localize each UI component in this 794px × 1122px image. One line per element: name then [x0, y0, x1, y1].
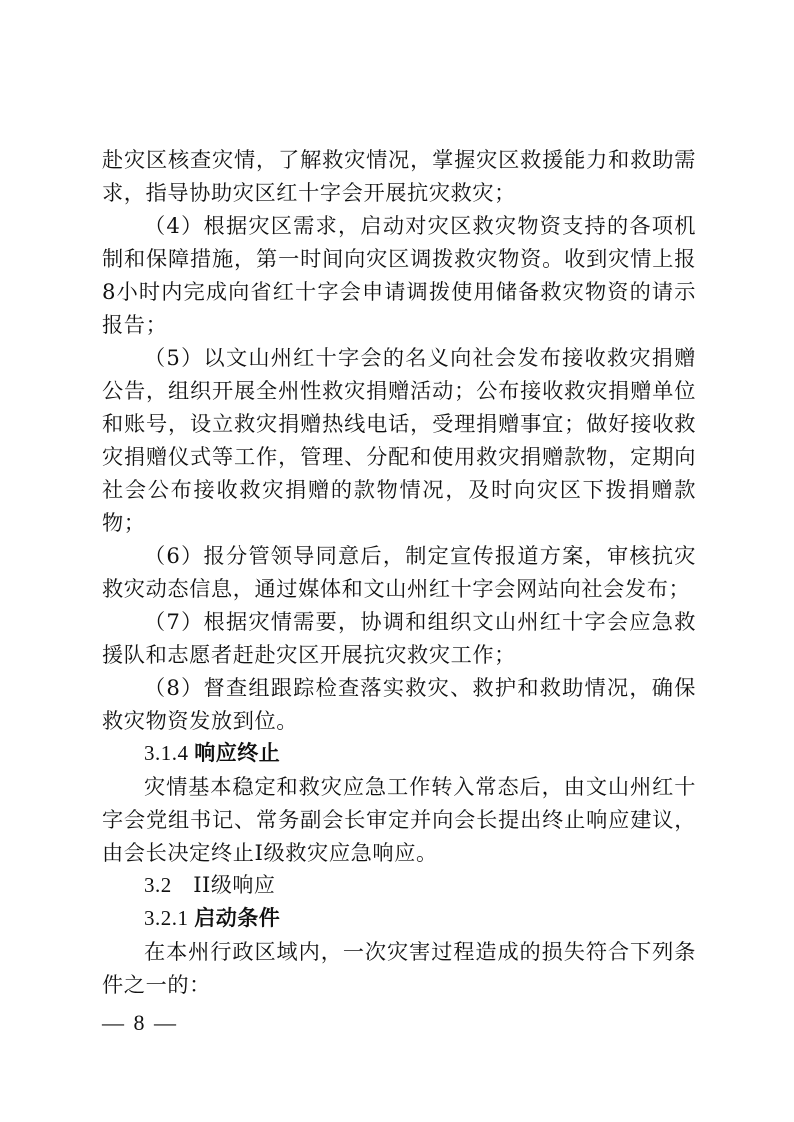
- paragraph-item-5: （5）以文山州红十字会的名义向社会发布接收救灾捐赠公告，组织开展全州性救灾捐赠活动；公布接收救灾捐赠单位和账号，设立救灾捐赠热线电话，受理捐赠事宜；做好接收救灾捐赠仪式等工作，管理、分配和使用救灾捐赠款物，定期向社会公布接收救灾捐赠的款物情况，及时向灾区下拨捐赠款物；: [102, 345, 696, 535]
- paragraph-item-4: （4）根据灾区需求，启动对灾区救灾物资支持的各项机制和保障措施，第一时间向灾区调拨救灾物资。收到灾情上报8小时内完成向省红十字会申请调拨使用储备救灾物资的请示报告；: [102, 213, 696, 337]
- heading-3-2: [102, 869, 696, 902]
- heading-number: 3.2.1: [144, 906, 195, 930]
- heading-number: 3.2: [144, 873, 194, 897]
- paragraph-response-termination: 灾情基本稳定和救灾应急工作转入常态后，由文山州红十字会党组书记、常务副会长审定并向会长提出终止响应建议，由会长决定终止Ⅰ级救灾应急响应。: [102, 774, 696, 865]
- heading-3-1-4: [102, 737, 696, 770]
- paragraph-item-7: （7）根据灾情需要，协调和组织文山州红十字会应急救援队和志愿者赶赴灾区开展抗灾救灾工作；: [102, 609, 696, 667]
- document-body: [102, 143, 696, 1001]
- paragraph-start-conditions: 在本州行政区域内，一次灾害过程造成的损失符合下列条件之一的：: [102, 939, 696, 997]
- heading-title: 启动条件: [194, 906, 281, 930]
- page-number: — 8 —: [102, 1010, 178, 1035]
- heading-title: 响应终止: [194, 741, 281, 765]
- heading-3-2-1: [102, 902, 696, 935]
- paragraph-item-8: （8）督查组跟踪检查落实救灾、救护和救助情况，确保救灾物资发放到位。: [102, 675, 696, 733]
- paragraph-item-6: （6）报分管领导同意后，制定宣传报道方案，审核抗灾救灾动态信息，通过媒体和文山州红十字会网站向社会发布；: [102, 543, 696, 601]
- paragraph-continued: 赴灾区核查灾情，了解救灾情况，掌握灾区救援能力和救助需求，指导协助灾区红十字会开展抗灾救灾；: [102, 147, 696, 205]
- heading-number: 3.1.4: [144, 741, 195, 765]
- heading-title: II级响应: [193, 873, 276, 897]
